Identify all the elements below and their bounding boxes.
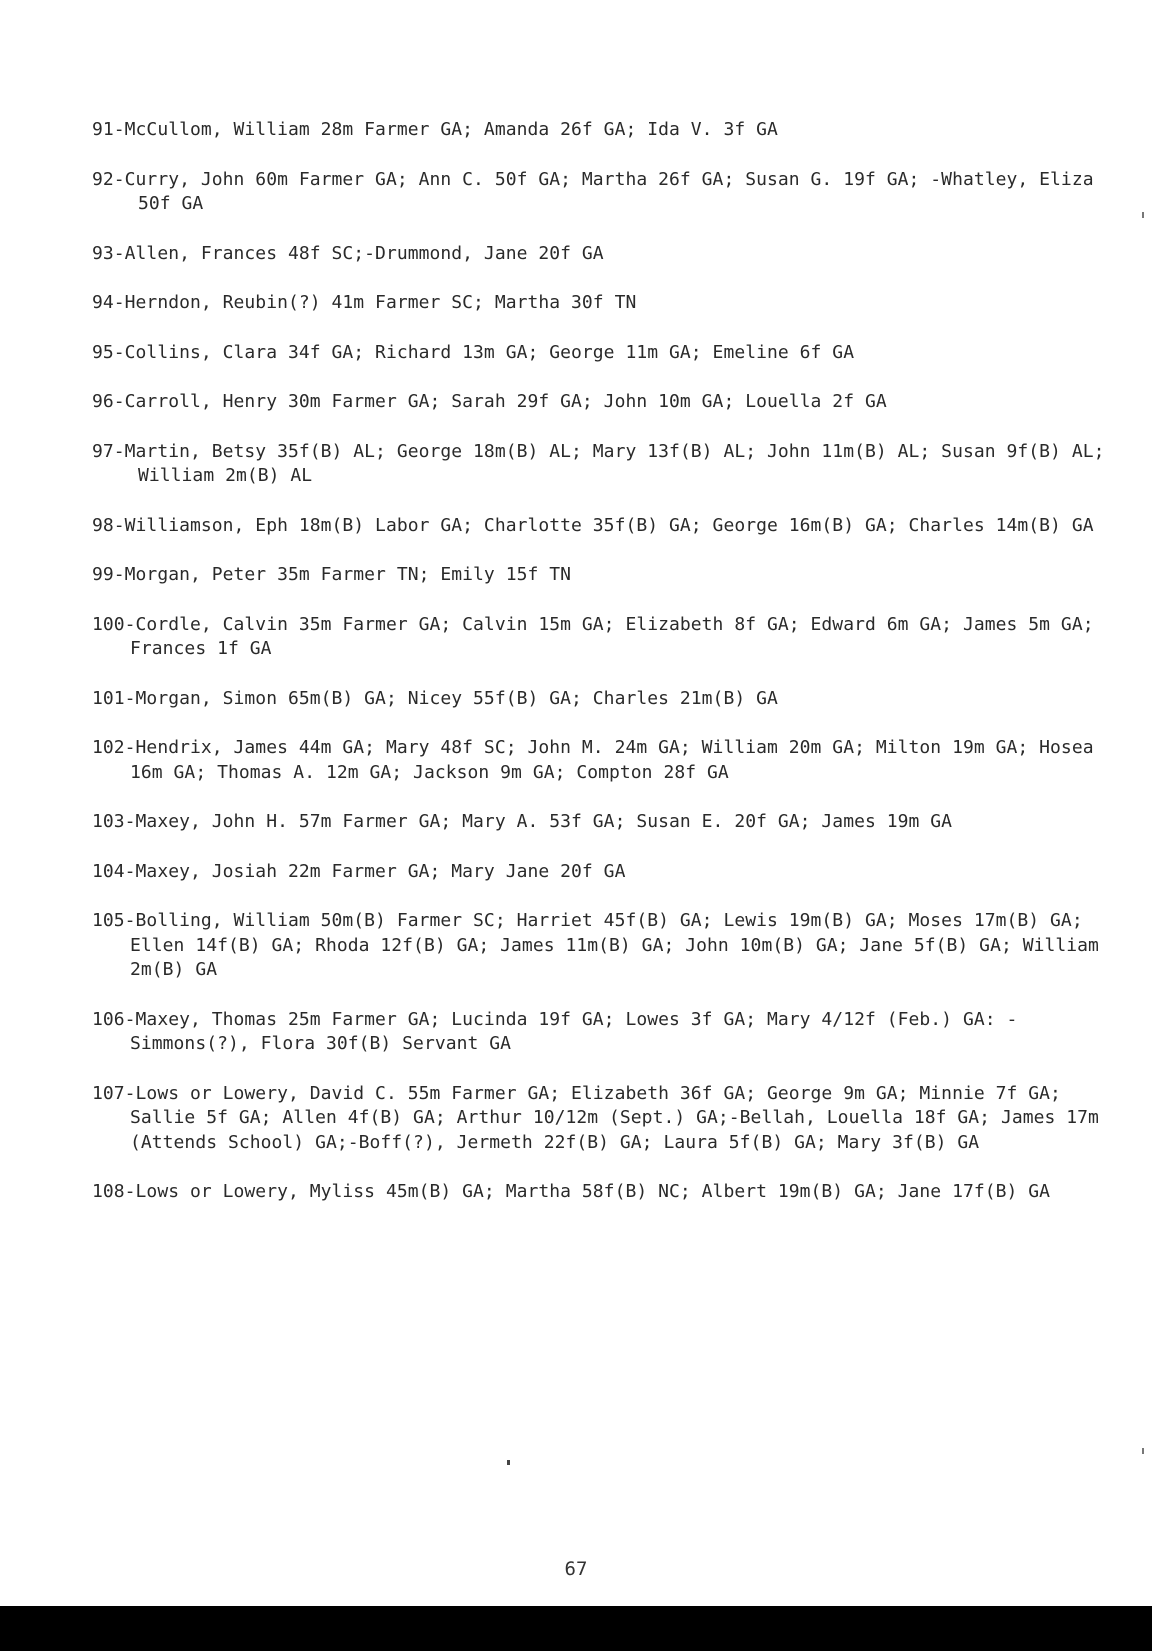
edge-mark [1142, 212, 1144, 218]
census-entry: 105-Bolling, William 50m(B) Farmer SC; Harriet 45f(B) GA; Lewis 19m(B) GA; Moses 17m(B) GA; Ellen 14f(B) GA; Rhoda 12f(B) GA; James 11m(B) GA; John 10m(B) GA; Jane 5f(B) GA; William 2m(B) GA [92, 910, 1099, 980]
census-entry: 100-Cordle, Calvin 35m Farmer GA; Calvin 15m GA; Elizabeth 8f GA; Edward 6m GA; James 5m GA; Frances 1f GA [92, 613, 1094, 659]
census-entry: 93-Allen, Frances 48f SC;-Drummond, Jane 20f GA [92, 242, 604, 264]
edge-mark [1142, 1448, 1144, 1454]
census-entry: 95-Collins, Clara 34f GA; Richard 13m GA; George 11m GA; Emeline 6f GA [92, 341, 855, 363]
census-entry: 92-Curry, John 60m Farmer GA; Ann C. 50f GA; Martha 26f GA; Susan G. 19f GA; -Whatley, Eliza 50f GA [92, 168, 1094, 214]
census-entry: 94-Herndon, Reubin(?) 41m Farmer SC; Martha 30f TN [92, 292, 637, 313]
census-entry: 102-Hendrix, James 44m GA; Mary 48f SC; John M. 24m GA; William 20m GA; Milton 19m GA; Hosea 16m GA; Thomas A. 12m GA; Jackson 9m GA; Compton 28f GA [92, 737, 1094, 783]
census-entry: 108-Lows or Lowery, Myliss 45m(B) GA; Martha 58f(B) NC; Albert 19m(B) GA; Jane 17f(B) GA [92, 1181, 1051, 1202]
census-entry-list [92, 118, 1132, 1230]
stray-mark [507, 1460, 510, 1465]
census-entry: 98-Williamson, Eph 18m(B) Labor GA; Charlotte 35f(B) GA; George 16m(B) GA; Charles 14m(B) GA [92, 514, 1094, 536]
census-entry: 106-Maxey, Thomas 25m Farmer GA; Lucinda 19f GA; Lowes 3f GA; Mary 4/12f (Feb.) GA: -Simmons(?), Flora 30f(B) Servant GA [92, 1008, 1018, 1054]
census-entry: 96-Carroll, Henry 30m Farmer GA; Sarah 29f GA; John 10m GA; Louella 2f GA [92, 391, 887, 412]
census-entry: 101-Morgan, Simon 65m(B) GA; Nicey 55f(B) GA; Charles 21m(B) GA [92, 687, 778, 709]
page-number: 67 [564, 1558, 588, 1580]
census-entry: 99-Morgan, Peter 35m Farmer TN; Emily 15f TN [92, 564, 572, 585]
census-entry: 107-Lows or Lowery, David C. 55m Farmer GA; Elizabeth 36f GA; George 9m GA; Minnie 7f GA; Sallie 5f GA; Allen 4f(B) GA; Arthur 10/12m (Sept.) GA;-Bellah, Louella 18f GA; James 17m (Attends School) GA;-Boff(?), Jermeth 22f(B) GA; Laura 5f(B) GA; Mary 3f(B) GA [92, 1082, 1099, 1153]
census-entry: 91-McCullom, William 28m Farmer GA; Amanda 26f GA; Ida V. 3f GA [92, 119, 778, 140]
census-entry: 104-Maxey, Josiah 22m Farmer GA; Mary Jane 20f GA [92, 860, 626, 882]
census-entry: 97-Martin, Betsy 35f(B) AL; George 18m(B) AL; Mary 13f(B) AL; John 11m(B) AL; Susan 9f(B) AL; William 2m(B) AL [92, 440, 1105, 486]
census-entry: 103-Maxey, John H. 57m Farmer GA; Mary A. 53f GA; Susan E. 20f GA; James 19m GA [92, 811, 953, 832]
scan-border [0, 1606, 1152, 1651]
